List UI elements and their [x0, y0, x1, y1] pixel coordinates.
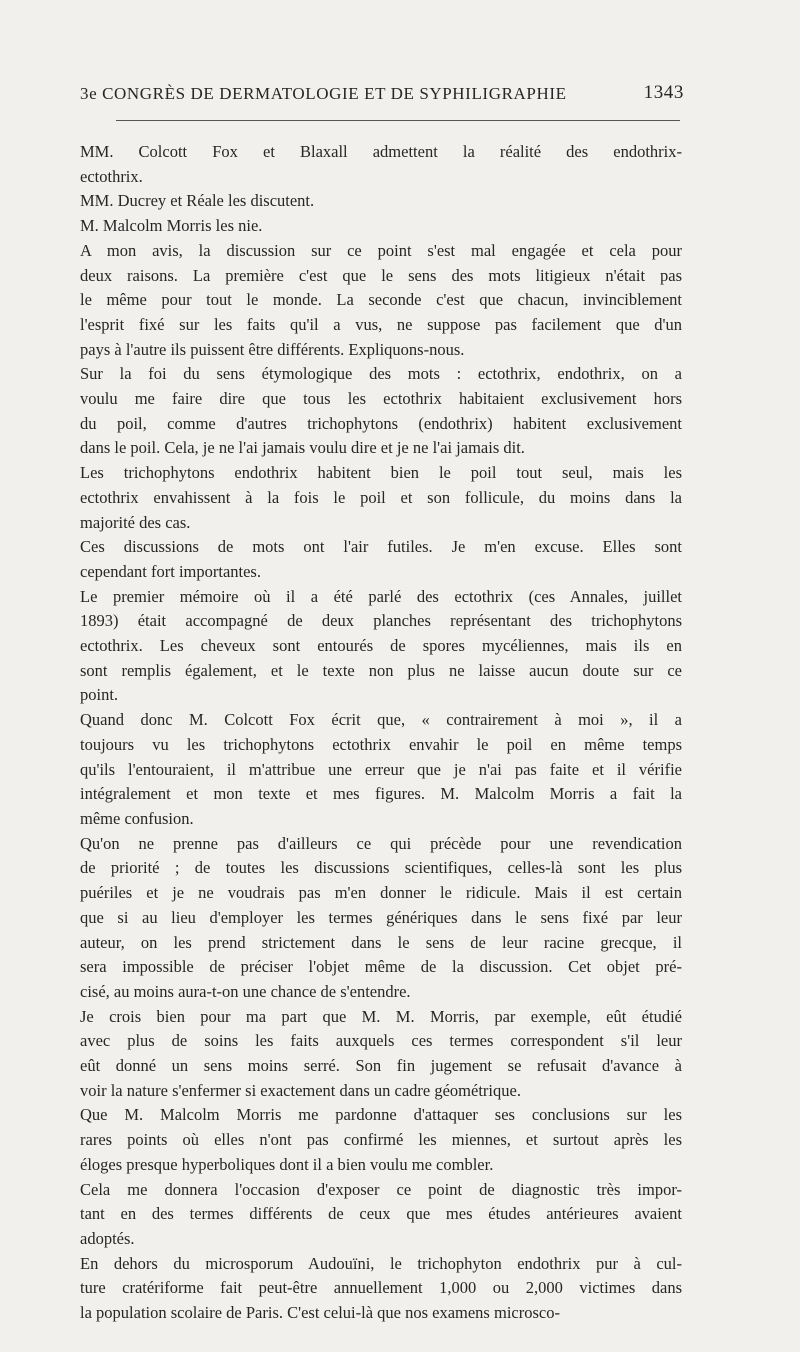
paragraph: [80, 461, 682, 535]
text-line: auteur, on les prend strictement dans le sens de leur racine grecque, il: [80, 932, 682, 952]
text-line: ectothrix.: [80, 166, 143, 186]
text-line: Qu'on ne prenne pas d'ailleurs ce qui précède pour une revendication: [80, 833, 682, 853]
text-line: cependant fort importantes.: [80, 561, 261, 581]
text-line: En dehors du microsporum Audouïni, le trichophyton endothrix pur à cul-: [80, 1253, 682, 1273]
paragraph: [80, 1178, 682, 1252]
text-line: Je crois bien pour ma part que M. M. Morris, par exemple, eût étudié: [80, 1006, 682, 1026]
body-text: [80, 140, 682, 1326]
text-line: Ces discussions de mots ont l'air futiles. Je m'en excuse. Elles sont: [80, 537, 682, 557]
paragraph: [80, 140, 682, 189]
text-line: 1893) était accompagné de deux planches représentant des trichophytons: [80, 611, 682, 631]
paragraph: [80, 585, 682, 709]
text-line: l'esprit fixé sur les faits qu'il a vus, ne suppose pas facilement que d'un: [80, 314, 682, 334]
text-line: sera impossible de préciser l'objet même de la discussion. Cet objet pré-: [80, 957, 682, 977]
text-line: Sur la foi du sens étymologique des mots : ectothrix, endothrix, on a: [80, 364, 682, 384]
text-line: point.: [80, 685, 119, 705]
text-line: dans le poil. Cela, je ne l'ai jamais voulu dire et je ne l'ai jamais dit.: [80, 438, 525, 458]
text-line: du poil, comme d'autres trichophytons (endothrix) habitent exclusivement: [80, 413, 682, 433]
text-line: voulu me faire dire que tous les ectothrix habitaient exclusivement hors: [80, 389, 682, 409]
text-line: Quand donc M. Colcott Fox écrit que, « contrairement à moi », il a: [80, 710, 682, 730]
paragraph: [80, 189, 682, 214]
text-line: ture cratériforme fait peut-être annuellement 1,000 ou 2,000 victimes dans: [80, 1278, 682, 1298]
text-line: ectothrix. Les cheveux sont entourés de spores mycéliennes, mais ils en: [80, 636, 682, 656]
text-line: majorité des cas.: [80, 512, 191, 532]
text-line: Cela me donnera l'occasion d'exposer ce point de diagnostic très impor-: [80, 1179, 682, 1199]
text-line: toujours vu les trichophytons ectothrix envahir le poil en même temps: [80, 734, 682, 754]
text-line: Les trichophytons endothrix habitent bien le poil tout seul, mais les: [80, 463, 682, 483]
text-line: de priorité ; de toutes les discussions scientifiques, celles-là sont les plus: [80, 858, 682, 878]
header-rule: [116, 120, 680, 121]
text-line: Que M. Malcolm Morris me pardonne d'attaquer ses conclusions sur les: [80, 1105, 682, 1125]
text-line: deux raisons. La première c'est que le sens des mots litigieux n'était pas: [80, 265, 682, 285]
paragraph: [80, 1252, 682, 1326]
paragraph: [80, 362, 682, 461]
text-line: avec plus de soins les faits auxquels ces termes correspondent s'il leur: [80, 1031, 682, 1051]
text-line: rares points où elles n'ont pas confirmé les miennes, et surtout après les: [80, 1130, 682, 1150]
text-line: MM. Ducrey et Réale les discutent.: [80, 191, 315, 211]
page-number: 1343: [643, 82, 684, 103]
paragraph: [80, 535, 682, 584]
text-line: le même pour tout le monde. La seconde c'est que chacun, invinciblement: [80, 290, 682, 310]
text-line: eût donné un sens moins serré. Son fin jugement se refusait d'avance à: [80, 1056, 682, 1076]
text-line: cisé, au moins aura-t-on une chance de s'entendre.: [80, 981, 411, 1001]
text-line: ectothrix envahissent à la fois le poil et son follicule, du moins dans la: [80, 487, 682, 507]
text-line: MM. Colcott Fox et Blaxall admettent la réalité des endothrix-: [80, 142, 682, 161]
paragraph: [80, 1103, 682, 1177]
paragraph: [80, 832, 682, 1005]
paragraph: [80, 708, 682, 832]
text-line: que si au lieu d'employer les termes génériques dans le sens fixé par leur: [80, 907, 682, 927]
text-line: adoptés.: [80, 1228, 135, 1248]
paragraph: [80, 1005, 682, 1104]
text-line: Le premier mémoire où il a été parlé des ectothrix (ces Annales, juillet: [80, 586, 682, 606]
paragraph: [80, 239, 682, 363]
text-line: même confusion.: [80, 808, 194, 828]
header-title: 3e CONGRÈS DE DERMATOLOGIE ET DE SYPHILIGRAPHIE: [80, 84, 567, 103]
text-line: la population scolaire de Paris. C'est celui-là que nos examens microsco-: [80, 1303, 560, 1323]
text-line: pays à l'autre ils puissent être différents. Expliquons-nous.: [80, 339, 465, 359]
text-line: voir la nature s'enfermer si exactement dans un cadre géométrique.: [80, 1080, 521, 1100]
text-line: tant en des termes différents de ceux que mes études antérieures avaient: [80, 1204, 682, 1224]
text-line: A mon avis, la discussion sur ce point s'est mal engagée et cela pour: [80, 240, 682, 260]
text-line: qu'ils l'entouraient, il m'attribue une erreur que je n'ai pas faite et il vérifie: [80, 759, 682, 779]
text-line: puériles et je ne voudrais pas m'en donner le ridicule. Mais il est certain: [80, 883, 682, 903]
text-line: éloges presque hyperboliques dont il a bien voulu me combler.: [80, 1154, 494, 1174]
text-line: intégralement et mon texte et mes figures. M. Malcolm Morris a fait la: [80, 784, 682, 804]
text-line: sont remplis également, et le texte non plus ne laisse aucun doute sur ce: [80, 660, 682, 680]
text-line: M. Malcolm Morris les nie.: [80, 216, 263, 236]
paragraph: [80, 214, 682, 239]
